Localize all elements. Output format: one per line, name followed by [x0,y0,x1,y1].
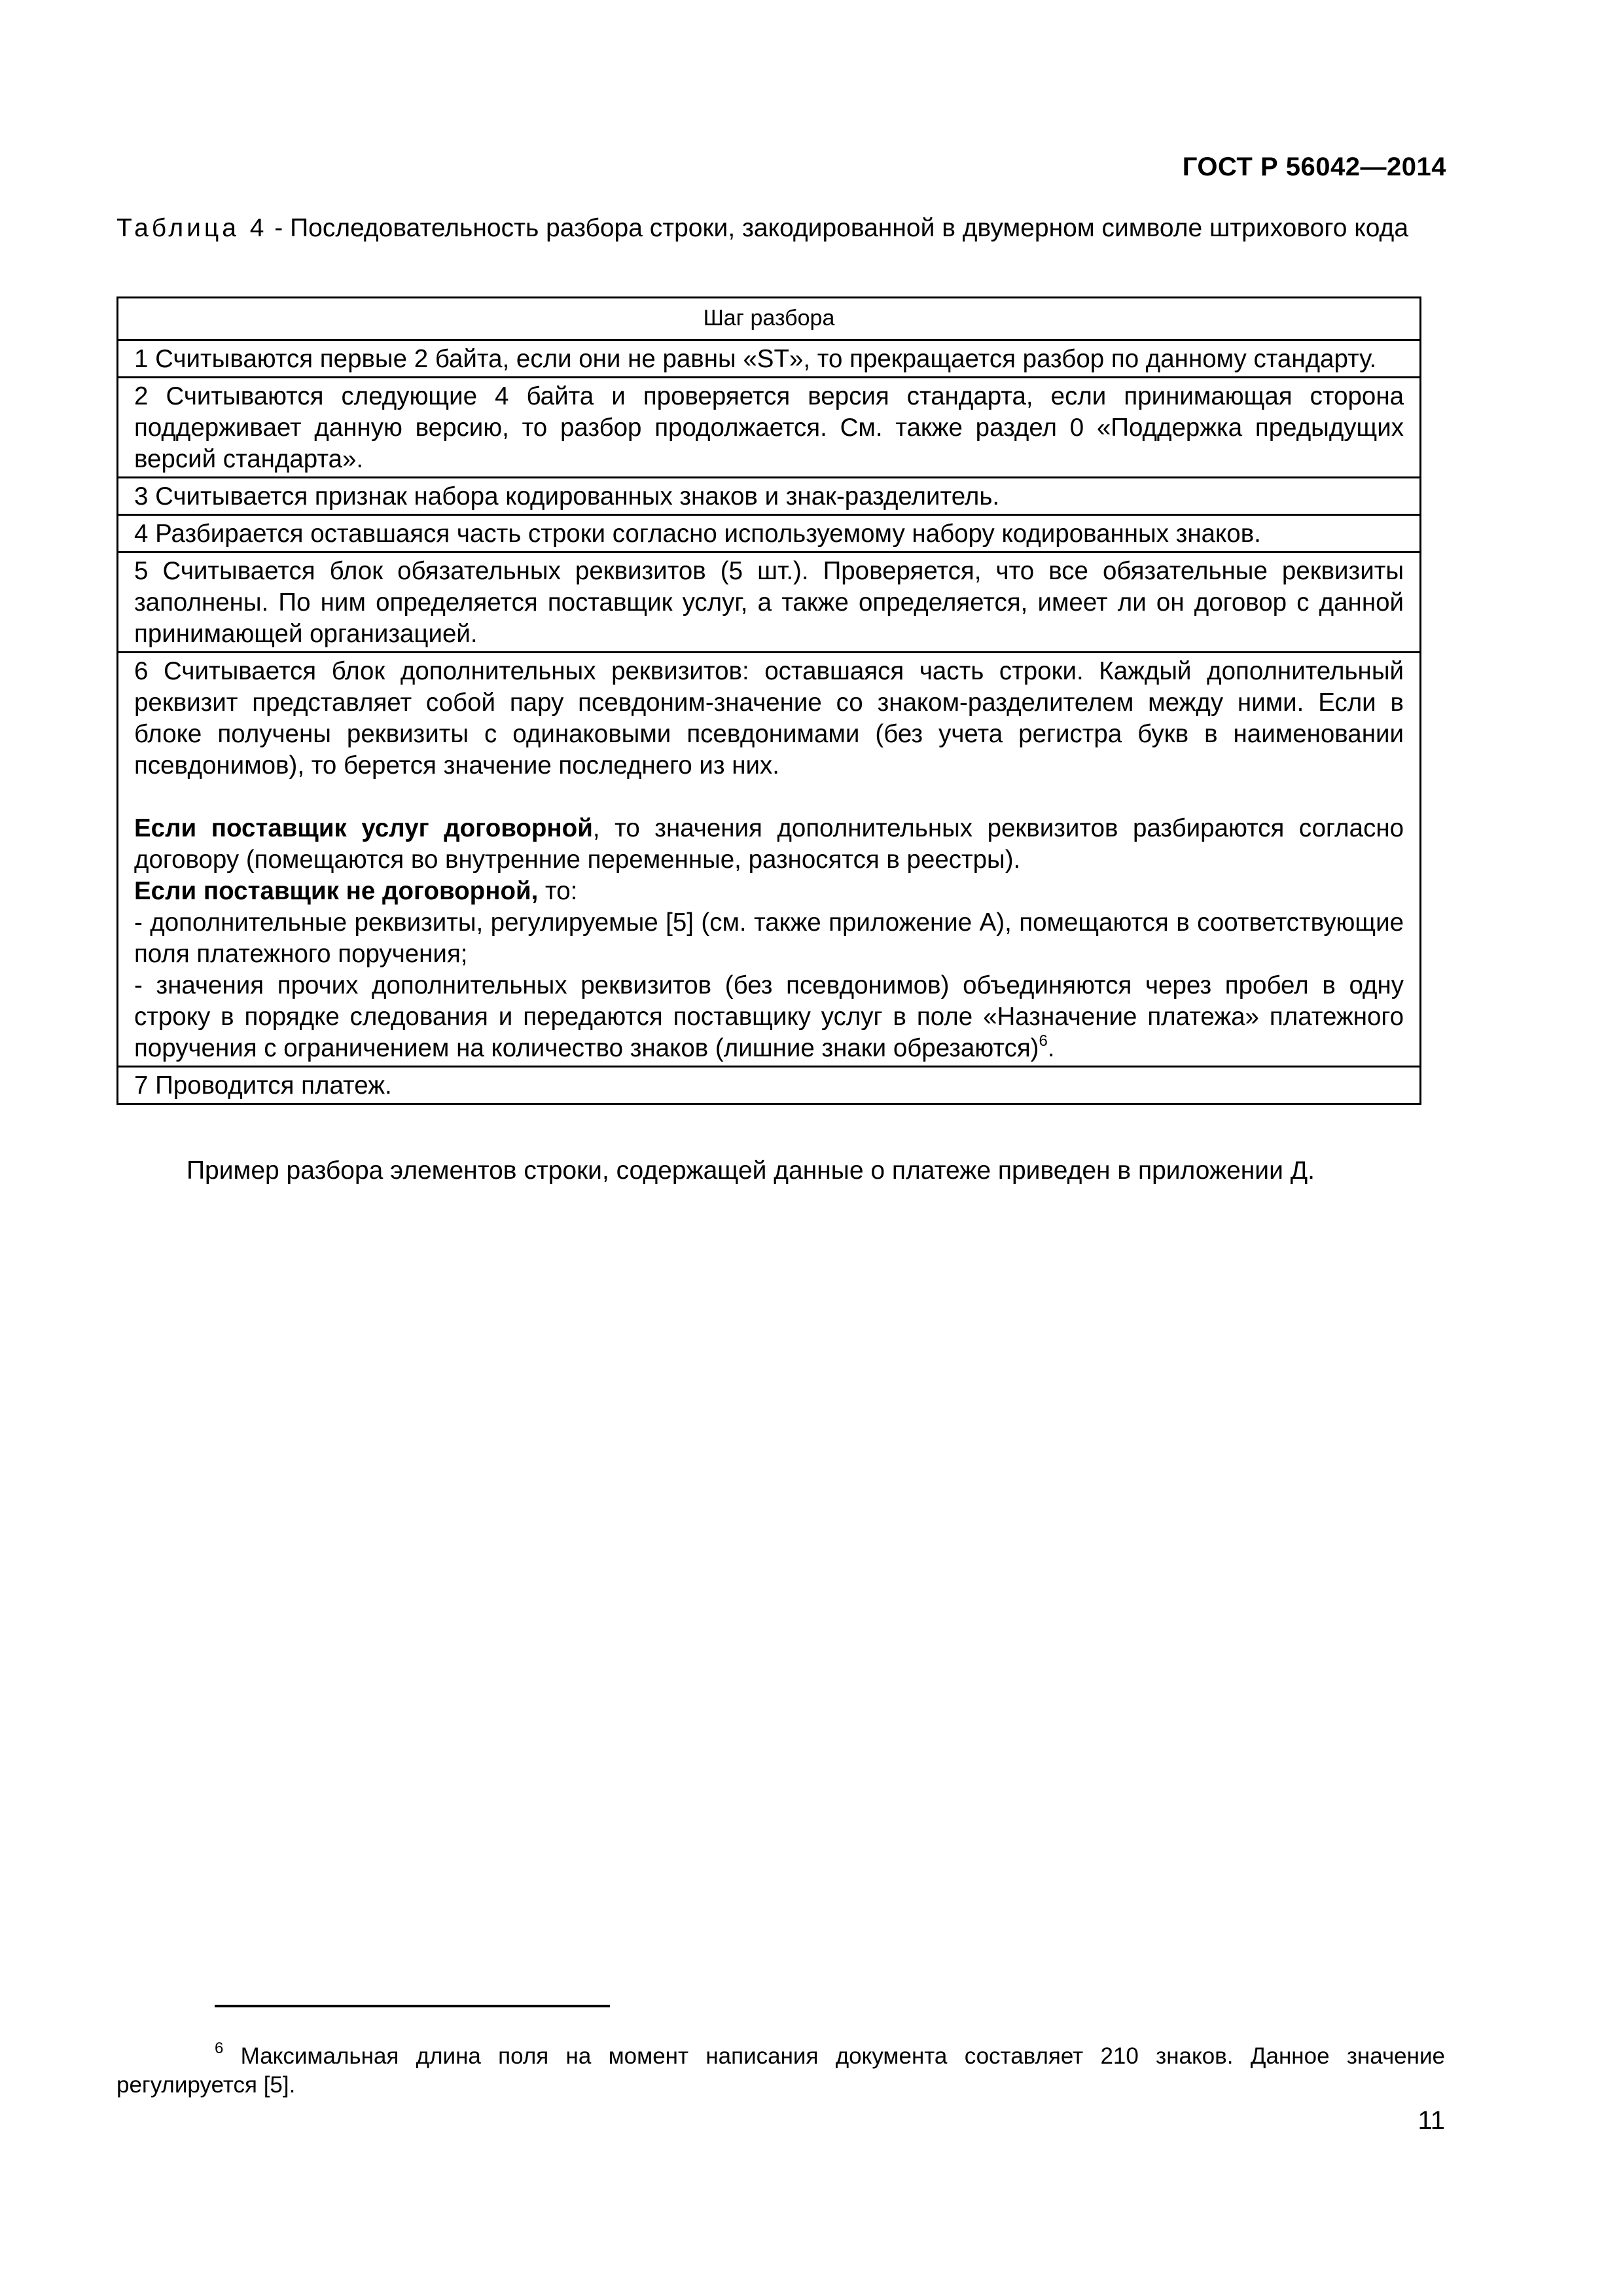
step-7: 7 Проводится платеж. [118,1067,1421,1104]
step-4: 4 Разбирается оставшаяся часть строки согласно используемому набору кодированных знаков. [118,515,1421,552]
step-6-item-1: - дополнительные реквизиты, регулируемые [5] (см. также приложение А), помещаются в соответствующие поля платежного поручения; [134,908,1404,968]
standard-code: ГОСТ Р 56042—2014 [1182,152,1446,181]
table-row [118,1067,1421,1104]
column-header: Шаг разбора [118,298,1421,340]
table-row [118,378,1421,478]
step-6-item-2 [134,970,1404,1064]
step-6-noncontract-bold: Если поставщик не договорной, [134,877,539,905]
footnote-reference[interactable]: 6 [1039,1032,1048,1050]
step-6-item-2-text: - значения прочих дополнительных реквизитов (без псевдонимов) объединяются через пробел в одну строку в порядке следования и передаются поставщику услуг в поле «Назначение платежа» платежного поручения с ограничением на количество знаков (лишние знаки обрезаются) [134,971,1404,1062]
table-header-row [118,298,1421,340]
footnote-marker: 6 [215,2039,224,2057]
table-caption-label: Таблица 4 [116,214,268,242]
table-row [118,340,1421,378]
step-6-contract-text: , то значения дополнительных реквизитов разбираются согласно договору (помещаются во внутренние переменные, разносятся в реестры). [134,814,1404,874]
parsing-steps-table [116,296,1421,1105]
step-6 [118,653,1421,1067]
step-6-intro: 6 Считывается блок дополнительных реквизитов: оставшаяся часть строки. Каждый дополнительный реквизит представляет собой пару псевдоним-значение со знаком-разделителем между ними. Если в блоке получены реквизиты с одинаковыми псевдонимами (без учета регистра букв в наименовании псевдонимов), то берется значение последнего из них. [134,657,1404,780]
step-6-noncontract-text: то: [538,877,578,905]
step-6-contract [134,813,1404,876]
step-6-item-2-end: . [1047,1034,1055,1062]
step-1: 1 Считываются первые 2 байта, если они не равны «ST», то прекращается разбор по данному стандарту. [118,340,1421,378]
step-6-contract-bold: Если поставщик услуг договорной [134,814,593,842]
page-number: 11 [1418,2106,1445,2135]
table-caption-text: - Последовательность разбора строки, закодированной в двумерном символе штрихового кода [267,214,1409,242]
table-row [118,552,1421,653]
table-row [118,653,1421,1067]
step-6-noncontract [134,876,1404,907]
footnote-text: Максимальная длина поля на момент написания документа составляет 210 знаков. Данное значение регулируется [5]. [116,2043,1445,2098]
step-2: 2 Считываются следующие 4 байта и проверяется версия стандарта, если принимающая сторона поддерживает данную версию, то разбор продолжается. См. также раздел 0 «Поддержка предыдущих версий стандарта». [118,378,1421,478]
table-row [118,478,1421,515]
paragraph-gap [134,781,1404,813]
step-5: 5 Считывается блок обязательных реквизитов (5 шт.). Проверяется, что все обязательные реквизиты заполнены. По ним определяется поставщик услуг, а также определяется, имеет ли он договор с данной принимающей организацией. [118,552,1421,653]
footnote [116,2039,1445,2100]
footnote-divider [215,2005,610,2007]
step-3: 3 Считывается признак набора кодированных знаков и знак-разделитель. [118,478,1421,515]
table-row [118,515,1421,552]
table-caption [116,200,1445,257]
example-paragraph: Пример разбора элементов строки, содержащей данные о платеже приведен в приложении Д. [187,1157,1315,1185]
